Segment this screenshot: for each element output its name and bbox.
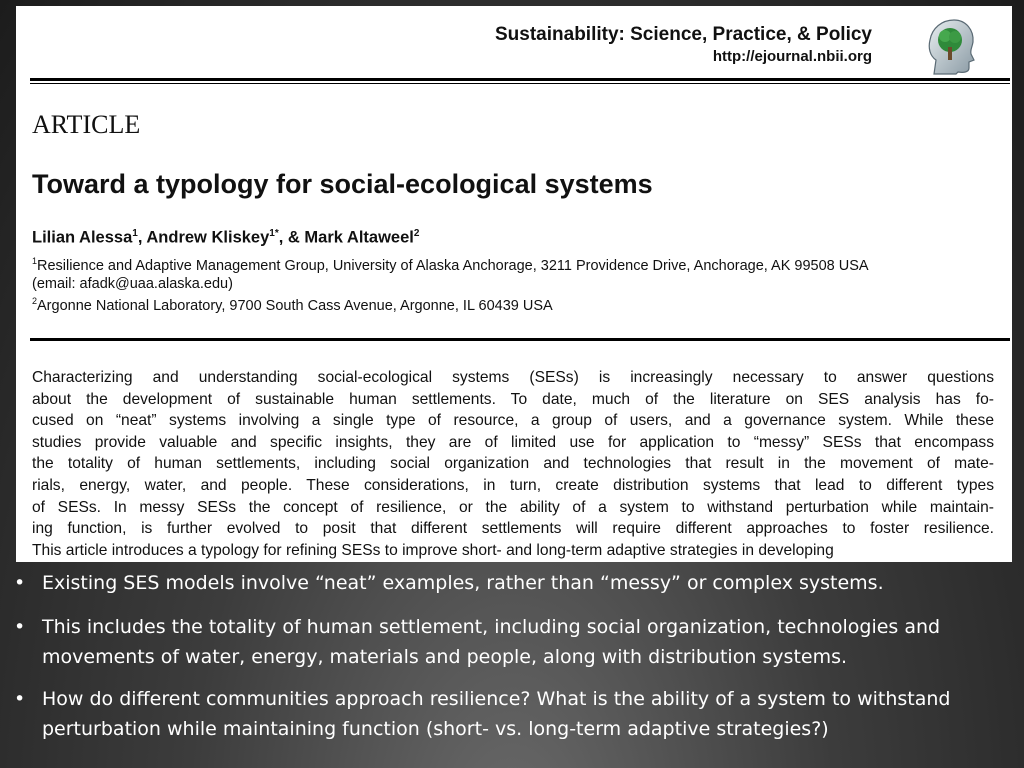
- author-name: Lilian Alessa: [32, 228, 133, 247]
- affiliation-line: [32, 296, 553, 314]
- affiliation-text: Argonne National Laboratory, 9700 South Cass Avenue, Argonne, IL 60439 USA: [37, 297, 553, 314]
- author-name: Mark Altaweel: [304, 228, 414, 247]
- abstract-line: rials, energy, water, and people. These considerations, in turn, create distribution systems that lead to different types: [32, 476, 994, 494]
- journal-title: Sustainability: Science, Practice, & Policy: [495, 24, 872, 45]
- article-page-image: [16, 6, 1012, 562]
- slide-bullet-list: [14, 568, 1014, 756]
- bullet-marker: •: [14, 616, 26, 638]
- bullet-marker: •: [14, 688, 26, 710]
- abstract-line: This article introduces a typology for refining SESs to improve short- and long-term adaptive strategies in developing: [32, 541, 834, 559]
- affiliation-text: (email: afadk@uaa.alaska.edu): [32, 276, 233, 292]
- affiliation-email: [32, 276, 233, 292]
- affiliation-line: [32, 256, 869, 274]
- bullet-item: [14, 684, 1014, 744]
- author-affiliation-mark: 2: [413, 228, 420, 239]
- abstract-line: studies provide valuable and specific insights, they are of limited use for application to “messy” SESs that encompass: [32, 433, 994, 451]
- affiliation-text: Resilience and Adaptive Management Group, University of Alaska Anchorage, 3211 Providence Drive, Anchorage, AK 99508 USA: [37, 257, 869, 274]
- bullet-text: This includes the totality of human settlement, including social organization, technologies and movements of water, energy, materials and people, along with distribution systems.: [42, 616, 941, 668]
- author-separator: ,: [137, 228, 147, 247]
- head-tree-logo-icon: [926, 16, 976, 78]
- author-affiliation-mark: 1: [132, 228, 138, 239]
- author-name: Andrew Kliskey: [146, 228, 270, 247]
- abstract-line: the totality of human settlements, including social organization and technologies that result in the movement of mate-: [32, 455, 994, 473]
- affiliation-mark: 1: [32, 256, 38, 266]
- abstract-line: Characterizing and understanding social-ecological systems (SESs) is increasingly necessary to answer questions: [32, 369, 994, 386]
- abstract-line: about the development of sustainable human settlements. To date, much of the literature on SES analysis has fo-: [32, 390, 994, 408]
- abstract-line: cused on “neat” systems involving a single type of resource, a group of users, and a governance system. While these: [32, 412, 994, 430]
- bullet-item: [14, 612, 1014, 672]
- journal-url: http://ejournal.nbii.org: [712, 48, 872, 65]
- abstract-line: ing function, is further evolved to posit that different settlements will require different approaches to foster resilience.: [32, 520, 994, 538]
- abstract: [32, 367, 994, 561]
- article-label: ARTICLE: [32, 110, 141, 139]
- abstract-line: of SESs. In messy SESs the concept of resilience, or the ability of a system to withstand perturbation while maintain-: [32, 498, 994, 516]
- bullet-text: How do different communities approach resilience? What is the ability of a system to withstand perturbation while maintaining function (short- vs. long-term adaptive strategies?): [42, 688, 951, 740]
- header-divider: [30, 78, 1010, 84]
- author-affiliation-mark: 1*: [269, 228, 279, 239]
- bullet-item: [14, 568, 1014, 598]
- article-title: Toward a typology for social-ecological systems: [32, 169, 653, 199]
- abstract-divider: [30, 338, 1010, 342]
- author-list: [32, 228, 419, 248]
- affiliation-mark: 2: [32, 296, 38, 306]
- author-separator: , &: [278, 228, 305, 247]
- bullet-marker: •: [14, 572, 26, 594]
- bullet-text: Existing SES models involve “neat” examples, rather than “messy” or complex systems.: [42, 572, 884, 594]
